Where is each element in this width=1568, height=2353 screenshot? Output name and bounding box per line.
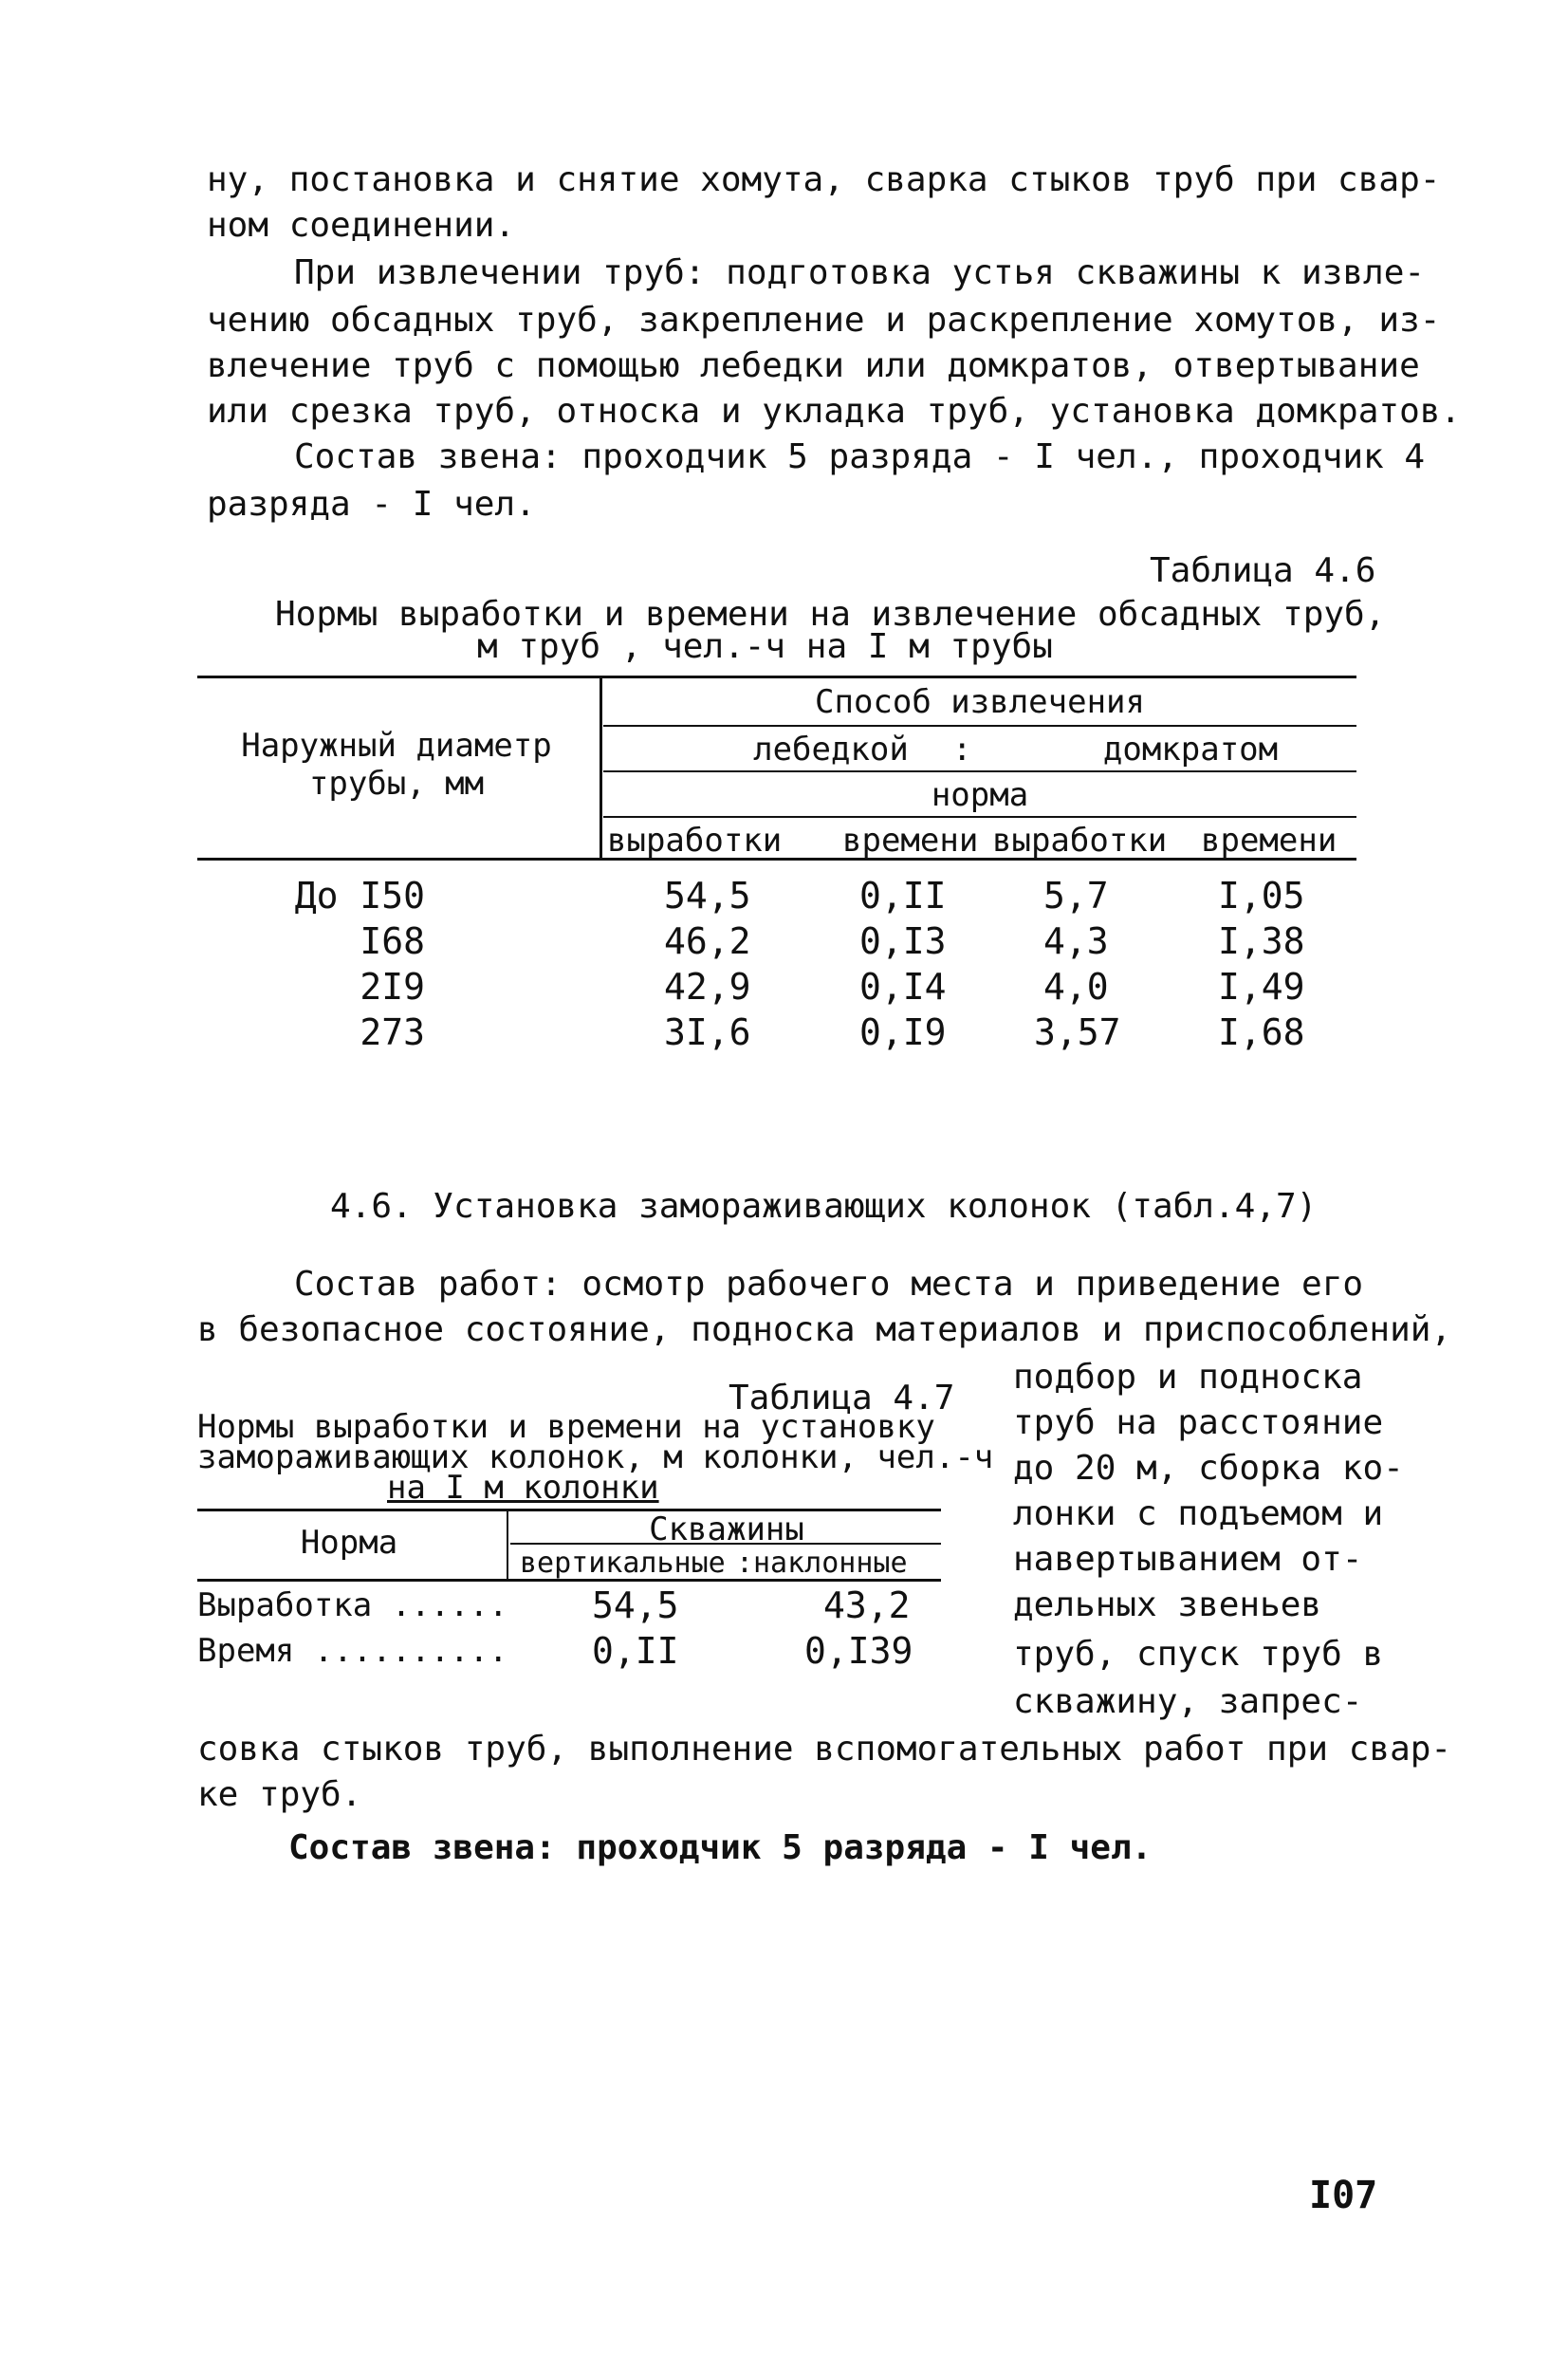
- cell-diameter: 273: [360, 1011, 425, 1053]
- table-title: замораживающих колонок, м колонки, чел.-ч: [197, 1438, 994, 1476]
- table-rule: [603, 816, 1356, 818]
- cell-inclined: 0,I39: [804, 1630, 913, 1672]
- column-header: времени: [1201, 822, 1337, 860]
- cell-output-winch: 3I,6: [664, 1011, 751, 1053]
- cell-time-jack: I,68: [1218, 1011, 1305, 1053]
- text-line: труб, спуск труб в: [1013, 1635, 1384, 1674]
- cell-time-jack: I,38: [1218, 920, 1305, 962]
- column-header: лебедкой: [753, 731, 909, 769]
- text-line: Состав звена: проходчик 5 разряда - I чел., проходчик 4: [294, 437, 1426, 476]
- table-rule: [600, 676, 602, 860]
- text-line: чению обсадных труб, закрепление и раскрепление хомутов, из-: [207, 301, 1441, 340]
- text-line: подбор и подноска: [1013, 1358, 1363, 1397]
- page-number: I07: [1309, 2174, 1378, 2217]
- text-line: до 20 м, сборка ко-: [1013, 1449, 1404, 1488]
- cell-vertical: 54,5: [592, 1584, 679, 1626]
- column-header: выработки: [607, 822, 783, 860]
- text-line: ке труб.: [197, 1775, 362, 1814]
- cell-vertical: 0,II: [592, 1630, 679, 1672]
- row-label: Выработка ......: [197, 1586, 508, 1624]
- cell-time-winch: 0,I4: [859, 966, 947, 1008]
- column-header: вертикальные: [520, 1547, 726, 1580]
- text-line: лонки с подъемом и: [1013, 1494, 1384, 1533]
- section-heading: 4.6. Установка замораживающих колонок (табл.4,7): [330, 1187, 1318, 1226]
- column-header: Норма: [300, 1524, 398, 1562]
- text-line: ном соединении.: [207, 206, 516, 245]
- cell-time-winch: 0,I3: [859, 920, 947, 962]
- separator: :: [736, 1547, 754, 1580]
- column-header: домкратом: [1102, 731, 1279, 769]
- text-line: При извлечении труб: подготовка устья скважины к извле-: [294, 253, 1426, 292]
- table-rule: [197, 676, 1356, 678]
- cell-output-jack: 4,0: [1043, 966, 1109, 1008]
- cell-output-jack: 3,57: [1034, 1011, 1121, 1053]
- text-line: совка стыков труб, выполнение вспомогательных работ при свар-: [197, 1730, 1452, 1769]
- crew-line: Состав звена: проходчик 5 разряда - I чел.: [288, 1828, 1153, 1867]
- column-header: выработки: [992, 822, 1168, 860]
- table-title: на I м колонки: [387, 1469, 659, 1507]
- cell-time-jack: I,49: [1218, 966, 1305, 1008]
- cell-output-winch: 42,9: [664, 966, 751, 1008]
- cell-output-winch: 54,5: [664, 875, 751, 917]
- text-line: Состав работ: осмотр рабочего места и приведение его: [294, 1265, 1364, 1304]
- column-header: Наружный диаметр: [241, 727, 552, 765]
- table-title: Нормы выработки и времени на извлечение обсадных труб,: [275, 595, 1386, 634]
- table-title: Нормы выработки и времени на установку: [197, 1408, 935, 1446]
- column-header: времени: [842, 822, 979, 860]
- cell-output-jack: 5,7: [1043, 875, 1109, 917]
- table-rule: [603, 770, 1356, 772]
- cell-diameter: I68: [360, 920, 425, 962]
- text-line: ну, постановка и снятие хомута, сварка стыков труб при свар-: [207, 160, 1441, 199]
- row-label: Время ..........: [197, 1632, 508, 1670]
- table-label: Таблица 4.6: [1150, 551, 1376, 590]
- cell-output-jack: 4,3: [1043, 920, 1109, 962]
- text-line: навертыванием от-: [1013, 1540, 1363, 1579]
- cell-diameter: 2I9: [360, 966, 425, 1008]
- column-header: Скважины: [649, 1510, 804, 1548]
- column-header: трубы, мм: [308, 765, 485, 803]
- text-line: или срезка труб, относка и укладка труб, установка домкратов.: [207, 392, 1462, 431]
- cell-diameter: До I50: [294, 875, 425, 917]
- table-rule: [603, 725, 1356, 727]
- text-line: скважину, запрес-: [1013, 1682, 1363, 1721]
- column-header: наклонные: [753, 1547, 908, 1580]
- text-line: труб на расстояние: [1013, 1403, 1384, 1442]
- text-line: влечение труб с помощью лебедки или домкратов, отвертывание: [207, 346, 1420, 385]
- column-header: Способ извлечения: [815, 683, 1145, 721]
- table-rule: [507, 1510, 508, 1579]
- table-label: Таблица 4.7: [729, 1379, 955, 1417]
- separator: :: [952, 731, 972, 769]
- cell-time-winch: 0,II: [859, 875, 947, 917]
- cell-time-jack: I,05: [1218, 875, 1305, 917]
- column-header: норма: [931, 776, 1029, 814]
- text-line: разряда - I чел.: [207, 485, 536, 524]
- cell-inclined: 43,2: [823, 1584, 911, 1626]
- cell-output-winch: 46,2: [664, 920, 751, 962]
- text-line: в безопасное состояние, подноска материалов и приспособлений,: [197, 1310, 1452, 1349]
- cell-time-winch: 0,I9: [859, 1011, 947, 1053]
- table-title: м труб , чел.-ч на I м трубы: [477, 627, 1053, 666]
- text-line: дельных звеньев: [1013, 1585, 1322, 1624]
